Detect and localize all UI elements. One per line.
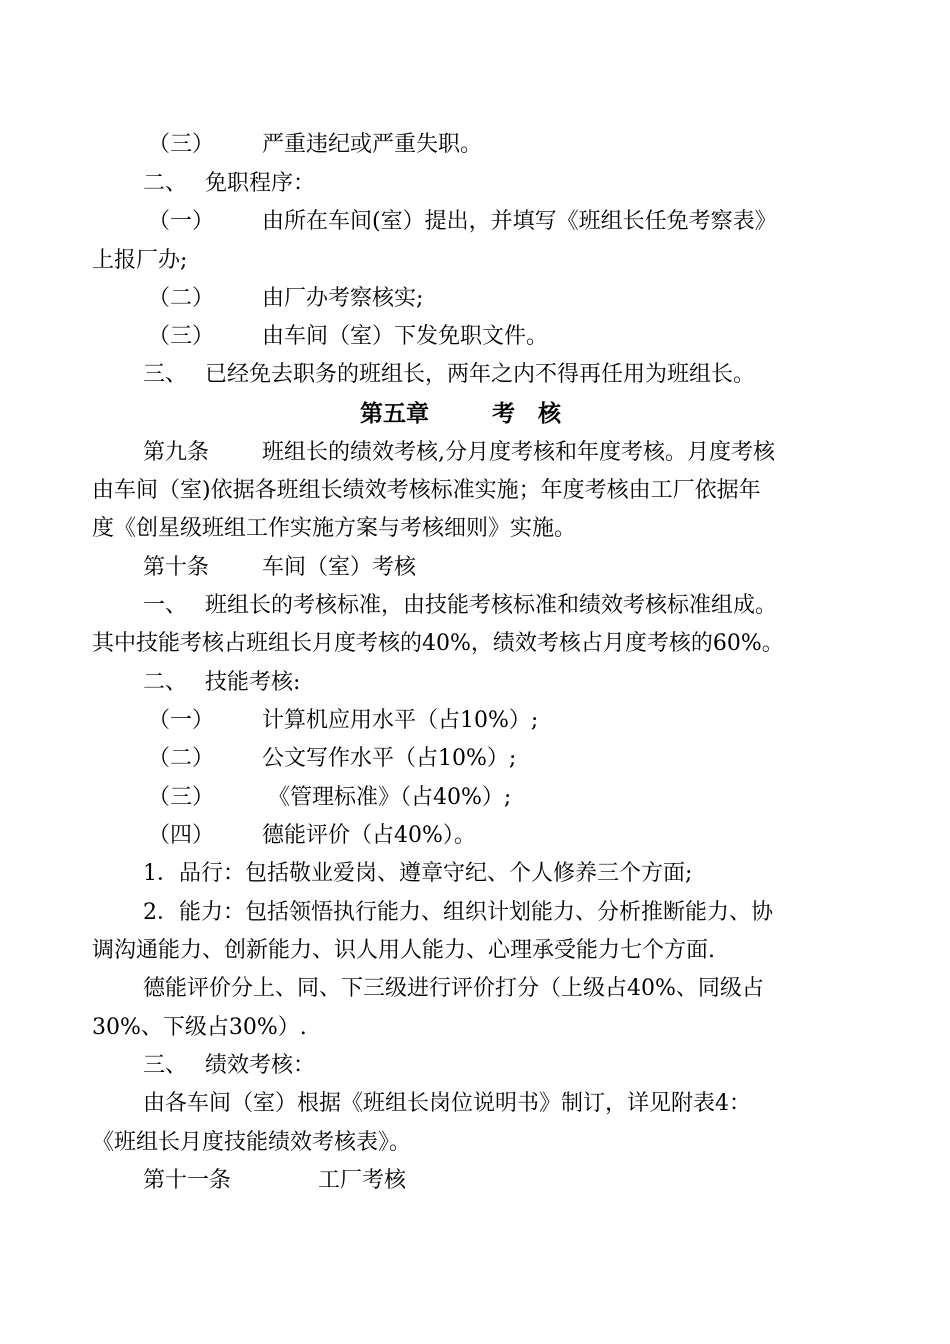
list-text-continued: 调沟通能力、创新能力、识人用人能力、心理承受能力七个方面. (92, 938, 715, 963)
item-text: 德能评价（占40%）。 (262, 823, 476, 848)
section-number: 三、 (143, 1053, 188, 1078)
section-number: 二、 (143, 171, 188, 196)
article-text-continued: 度《创星级班组工作实施方案与考核细则》实施。 (92, 516, 577, 541)
item-text: 公文写作水平（占10%）; (262, 746, 517, 771)
section-title: 绩效考核： (205, 1053, 316, 1078)
article-label: 第十一条 (143, 1168, 232, 1193)
chapter-title: 考 核 (492, 401, 561, 427)
item-text: 由厂办考察核实; (262, 286, 424, 311)
item-number: （三） (148, 132, 215, 157)
article-text-continued: 由车间（室)依据各班组长绩效考核标准实施；年度考核由工厂依据年 (92, 478, 761, 503)
list-text: 1．品行：包括敬业爱岗、遵章守纪、个人修养三个方面; (143, 861, 693, 886)
item-text: 由所在车间(室）提出，并填写《班组长任免考察表》 (262, 209, 777, 234)
article-text: 班组长的绩效考核,分月度考核和年度考核。月度考核 (262, 440, 775, 465)
item-number: （二） (148, 286, 215, 311)
item-number: （三） (148, 324, 215, 349)
article-label: 第十条 (143, 555, 210, 580)
item-number: （四） (148, 823, 215, 848)
section-number: 二、 (143, 670, 188, 695)
article-text: 工厂考核 (318, 1168, 407, 1193)
article-label: 第九条 (143, 440, 210, 465)
item-number: （一） (148, 708, 215, 733)
item-text: 由车间（室）下发免职文件。 (262, 324, 549, 349)
list-text: 2．能力：包括领悟执行能力、组织计划能力、分析推断能力、协 (143, 900, 773, 925)
item-text: 计算机应用水平（占10%）; (262, 708, 539, 733)
article-text: 车间（室）考核 (262, 555, 417, 580)
item-text: 《管理标准》（占40%）; (268, 785, 512, 810)
item-number: （一） (148, 209, 215, 234)
item-text-continued: 上报厂办; (92, 248, 188, 273)
item-number: （三） (148, 785, 215, 810)
section-title: 技能考核: (205, 670, 301, 695)
section-title: 免职程序： (205, 171, 316, 196)
section-text: 已经免去职务的班组长，两年之内不得再任用为班组长。 (205, 362, 756, 387)
paragraph-text-continued: 《班组长月度技能绩效考核表》。 (92, 1130, 412, 1155)
section-text: 班组长的考核标准，由技能考核标准和绩效考核标准组成。 (205, 593, 778, 618)
item-text: 严重违纪或严重失职。 (262, 132, 483, 157)
paragraph-text: 由各车间（室）根据《班组长岗位说明书》制订，详见附表4： (143, 1091, 751, 1116)
paragraph-text: 德能评价分上、同、下三级进行评价打分（上级占40%、同级占 (143, 976, 764, 1001)
item-number: （二） (148, 746, 215, 771)
section-number: 三、 (143, 362, 188, 387)
section-number: 一、 (143, 593, 188, 618)
chapter-label: 第五章 (360, 401, 429, 427)
paragraph-text-continued: 30%、下级占30%）. (92, 1015, 307, 1040)
section-text-continued: 其中技能考核占班组长月度考核的40%，绩效考核占月度考核的60%。 (92, 631, 784, 656)
